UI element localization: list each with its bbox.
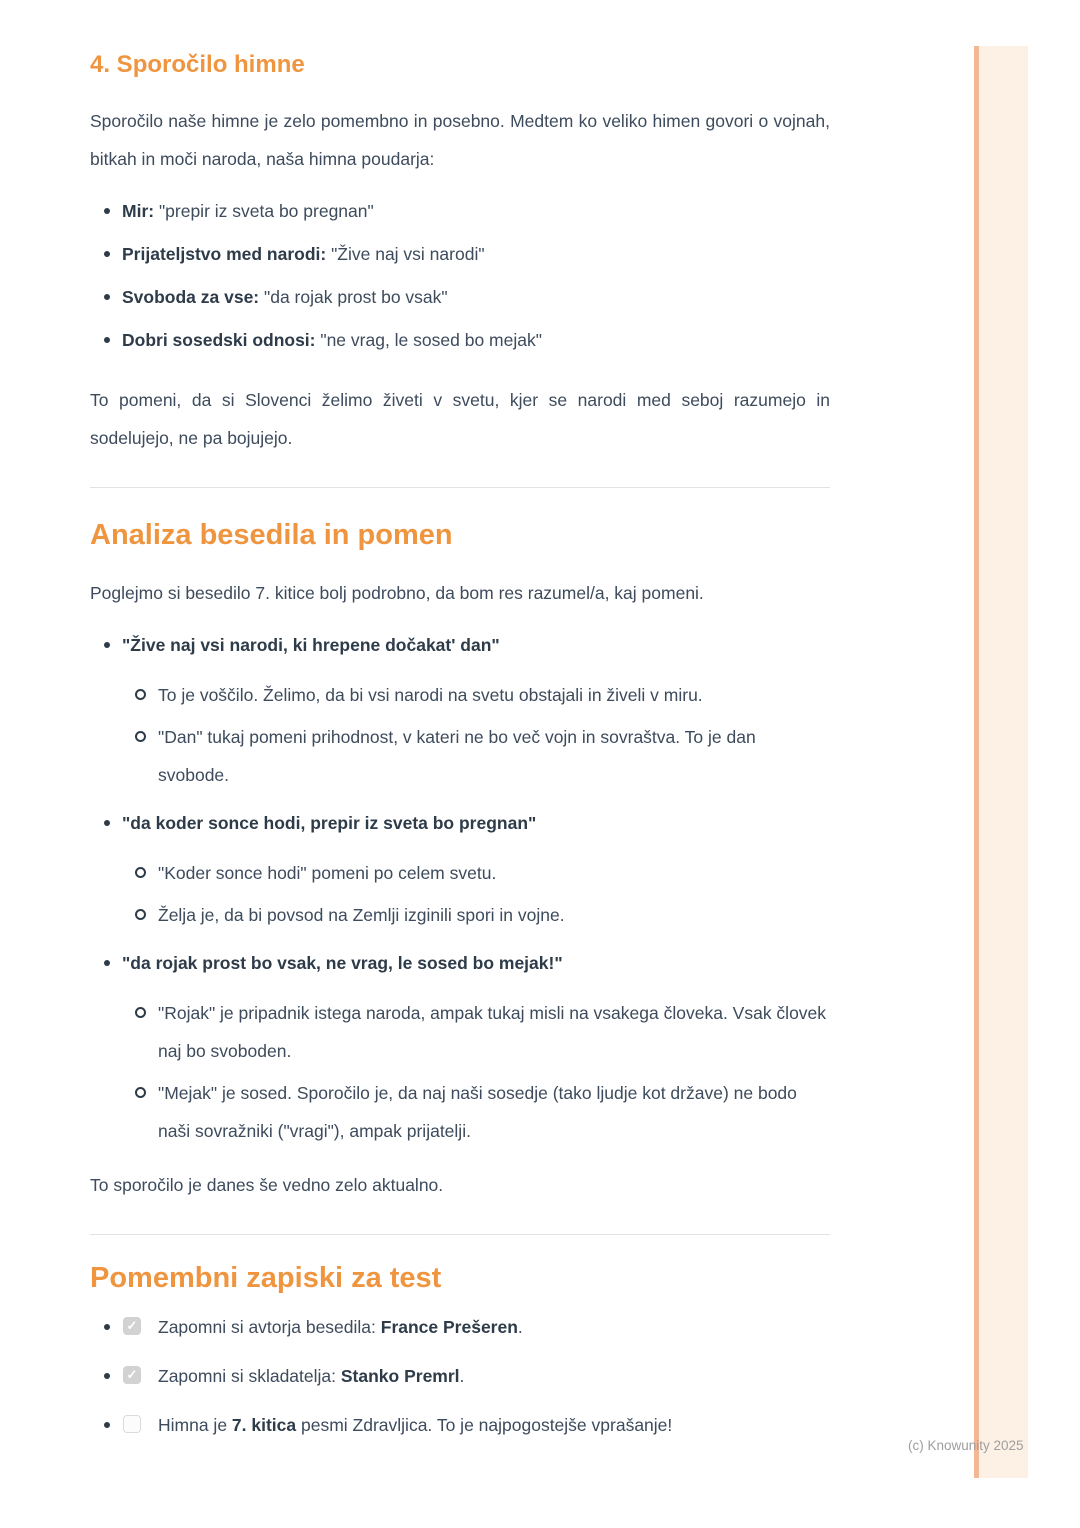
checklist-item-text bbox=[158, 1366, 464, 1386]
sublist-item: "Koder sonce hodi" pomeni po celem svetu. bbox=[122, 854, 830, 892]
checkmark-icon: ✓ bbox=[126, 1318, 138, 1333]
checklist-item bbox=[90, 1362, 830, 1390]
anthem-values-list bbox=[90, 192, 830, 359]
section-heading-zapiski: Pomembni zapiski za test bbox=[90, 1262, 442, 1294]
analysis-sublist bbox=[122, 994, 830, 1150]
analysis-list bbox=[90, 626, 830, 1150]
sublist-item: To je voščilo. Želimo, da bi vsi narodi na svetu obstajali in živeli v miru. bbox=[122, 676, 830, 714]
list-item bbox=[90, 944, 830, 1150]
sublist-item: "Rojak" je pripadnik istega naroda, ampak tukaj misli na vsakega človeka. Vsak človek naj bo svoboden. bbox=[122, 994, 830, 1070]
checklist-item-text bbox=[158, 1415, 672, 1435]
checkbox-composer-checked[interactable] bbox=[123, 1366, 141, 1384]
section-divider bbox=[90, 487, 830, 488]
list-item-label: Mir: bbox=[122, 201, 155, 221]
verse-quote: "da koder sonce hodi, prepir iz sveta bo pregnan" bbox=[122, 813, 537, 833]
section-heading-sporocilo-himne: 4. Sporočilo himne bbox=[90, 51, 305, 78]
sublist-item: "Mejak" je sosed. Sporočilo je, da naj naši sosedje (tako ljudje kot države) ne bodo naši sovražniki ("vragi"), ampak prijatelji. bbox=[122, 1074, 830, 1150]
paragraph-analysis-outro: To sporočilo je danes še vedno zelo aktualno. bbox=[90, 1175, 444, 1195]
analysis-sublist bbox=[122, 676, 830, 794]
analysis-sublist bbox=[122, 854, 830, 934]
list-item bbox=[90, 192, 830, 230]
list-item bbox=[90, 235, 830, 273]
checkmark-icon: ✓ bbox=[126, 1367, 138, 1382]
list-item-text: "prepir iz sveta bo pregnan" bbox=[154, 201, 374, 221]
verse-quote: "da rojak prost bo vsak, ne vrag, le sosed bo mejak!" bbox=[122, 953, 563, 973]
sublist-item: "Dan" tukaj pomeni prihodnost, v kateri ne bo več vojn in sovraštva. To je dan svobode. bbox=[122, 718, 830, 794]
document-content bbox=[90, 0, 830, 1460]
list-item-label: Prijateljstvo med narodi: bbox=[122, 244, 327, 264]
checklist-text-post: . bbox=[459, 1366, 465, 1386]
checklist-item-text bbox=[158, 1317, 523, 1337]
checklist-item bbox=[90, 1411, 830, 1439]
list-item bbox=[90, 278, 830, 316]
list-item bbox=[90, 626, 830, 794]
list-item-text: "ne vrag, le sosed bo mejak" bbox=[315, 330, 542, 350]
list-item bbox=[90, 321, 830, 359]
sublist-item: Želja je, da bi povsod na Zemlji izginili spori in vojne. bbox=[122, 896, 830, 934]
paragraph-anthem-outro: To pomeni, da si Slovenci želimo živeti v svetu, kjer se narodi med seboj razumejo in sodelujejo, ne pa bojujejo. bbox=[90, 390, 830, 448]
decorative-side-stripe bbox=[974, 46, 1028, 1478]
test-notes-checklist bbox=[90, 1313, 830, 1439]
list-item-text: "da rojak prost bo vsak" bbox=[259, 287, 448, 307]
checklist-text-pre: Zapomni si avtorja besedila: bbox=[158, 1317, 381, 1337]
checklist-text-bold: France Prešeren bbox=[380, 1317, 518, 1337]
list-item-text: "Žive naj vsi narodi" bbox=[326, 244, 485, 264]
list-item bbox=[90, 804, 830, 934]
checklist-text-pre: Zapomni si skladatelja: bbox=[158, 1366, 341, 1386]
checklist-text-pre: Himna je bbox=[158, 1415, 232, 1435]
checkbox-stanza-unchecked[interactable] bbox=[123, 1415, 141, 1433]
section-heading-analiza: Analiza besedila in pomen bbox=[90, 519, 453, 551]
section-divider bbox=[90, 1234, 830, 1235]
verse-quote: "Žive naj vsi narodi, ki hrepene dočakat' dan" bbox=[122, 635, 500, 655]
checklist-item bbox=[90, 1313, 830, 1341]
paragraph-analysis-intro: Poglejmo si besedilo 7. kitice bolj podrobno, da bom res razumel/a, kaj pomeni. bbox=[90, 583, 704, 603]
checklist-text-bold: Stanko Premrl bbox=[340, 1366, 460, 1386]
checkbox-author-checked[interactable] bbox=[123, 1317, 141, 1335]
list-item-label: Dobri sosedski odnosi: bbox=[122, 330, 316, 350]
copyright-notice: (c) Knowunity 2025 bbox=[908, 1438, 1024, 1453]
checklist-text-post: pesmi Zdravljica. To je najpogostejše vprašanje! bbox=[296, 1415, 673, 1435]
paragraph-anthem-intro: Sporočilo naše himne je zelo pomembno in posebno. Medtem ko veliko himen govori o vojnah, bitkah in moči naroda, naša himna poudarja: bbox=[90, 111, 830, 169]
list-item-label: Svoboda za vse: bbox=[122, 287, 260, 307]
checklist-text-bold: 7. kitica bbox=[231, 1415, 297, 1435]
checklist-text-post: . bbox=[517, 1317, 523, 1337]
